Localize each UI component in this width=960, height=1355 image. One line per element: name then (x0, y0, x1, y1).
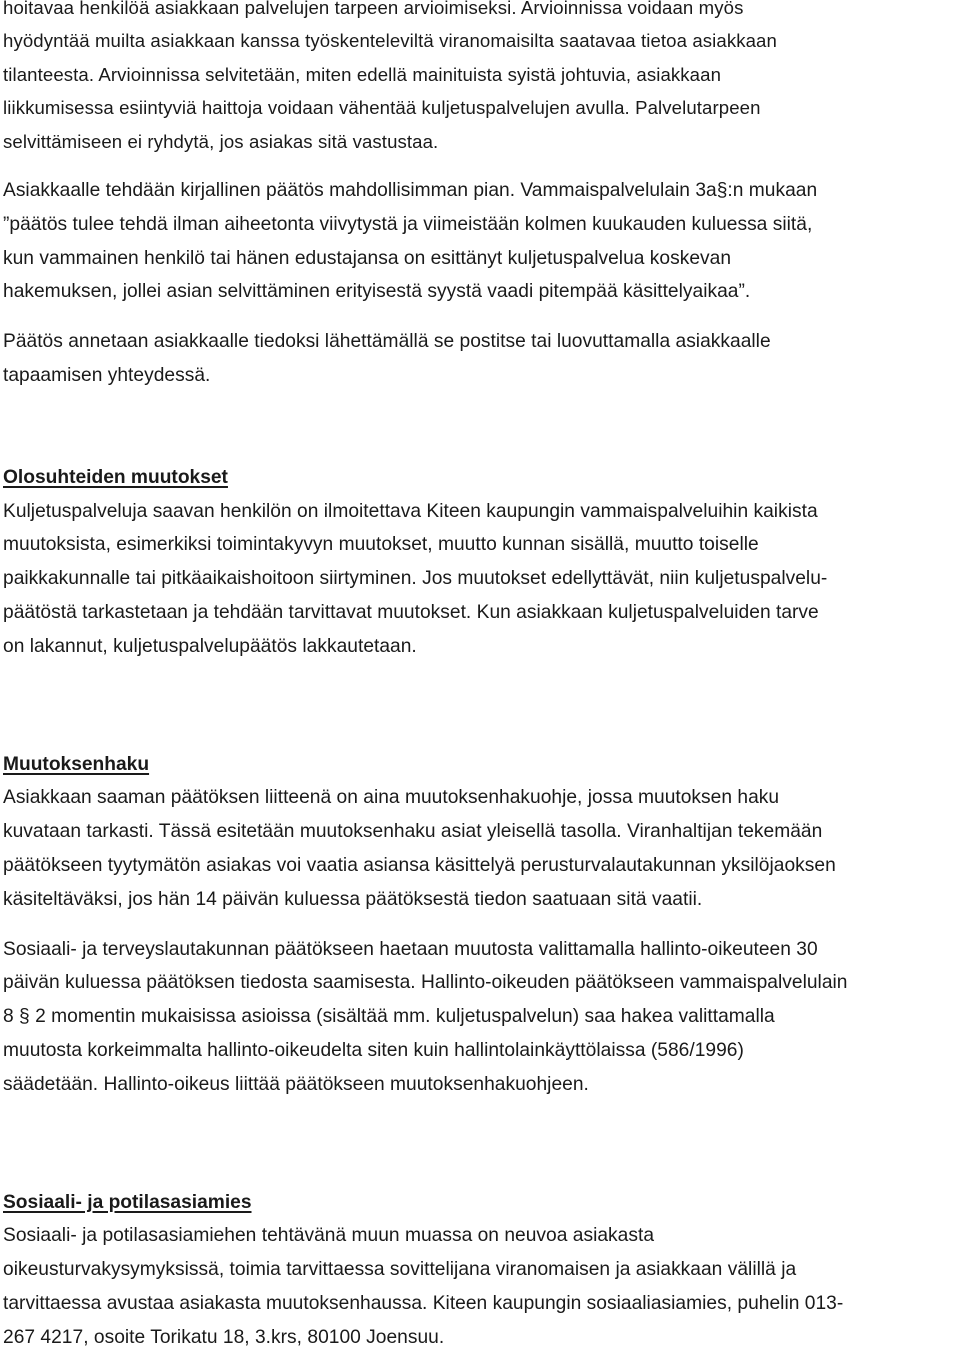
text-line: säädetään. Hallinto-oikeus liittää päätökseen muutoksenhakuohjeen. (3, 1073, 589, 1095)
text-line: Kuljetuspalveluja saavan henkilön on ilmoitettava Kiteen kaupungin vammaispalveluihin kaikista (3, 500, 818, 522)
text-line: liikkumisessa esiintyviä haittoja voidaan vähentää kuljetuspalvelujen avulla. Palvelutarpeen (3, 97, 761, 119)
appeal-paragraph-court (3, 933, 955, 1102)
text-line: päätökseen tyytymätön asiakas voi vaatia asiansa käsittelyä perusturvalautakunnan yksilöjaoksen (3, 854, 836, 876)
text-line: käsiteltäväksi, jos hän 14 päivän kuluessa päätöksestä tiedon saatuaan sitä vaatii. (3, 888, 703, 910)
text-line: kuvataan tarkasti. Tässä esitetään muutoksenhaku asiat yleisellä tasolla. Viranhaltijan tekemään (3, 821, 823, 843)
text-line: Asiakkaalle tehdään kirjallinen päätös mahdollisimman pian. Vammaispalvelulain 3a§:n mukaan (3, 180, 818, 202)
text-line: muutoksista, esimerkiksi toimintakyvyn muutokset, muutto kunnan sisällä, muutto toiselle (3, 534, 759, 556)
text-line: Sosiaali- ja terveyslautakunnan päätökseen haetaan muutosta valittamalla hallinto-oikeuteen 30 (3, 938, 818, 960)
intro-paragraph-notification (3, 325, 955, 393)
section-gap (3, 393, 955, 461)
section-gap (3, 664, 955, 748)
changes-paragraph (3, 495, 955, 664)
text-line: päätöstä tarkastetaan ja tehdään tarvittavat muutokset. Kun asiakkaan kuljetuspalveluiden tarve (3, 602, 819, 623)
text-line: kun vammainen henkilö tai hänen edustajansa on esittänyt kuljetuspalvelua koskevan (3, 247, 732, 269)
intro-paragraph-decision (3, 174, 955, 309)
section-heading-changes: Olosuhteiden muutokset (3, 466, 228, 488)
section-heading-appeal: Muutoksenhaku (3, 753, 150, 775)
paragraph-gap (3, 158, 955, 174)
paragraph-gap (3, 917, 955, 933)
text-line: selvittämiseen ei ryhdytä, jos asiakas sitä vastustaa. (3, 130, 439, 152)
text-line: paikkakunnalle tai pitkäaikaishoitoon siirtyminen. Jos muutokset edellyttävät, niin kuljetuspalvelu- (3, 568, 828, 590)
text-line: päivän kuluessa päätöksen tiedosta saamisesta. Hallinto-oikeuden päätökseen vammaispalvelulain (3, 972, 848, 994)
text-line: Päätös annetaan asiakkaalle tiedoksi lähettämällä se postitse tai luovuttamalla asiakkaalle (3, 331, 771, 353)
text-line: on lakannut, kuljetuspalvelupäätös lakkautetaan. (3, 635, 417, 657)
text-line: tilanteesta. Arvioinnissa selvitetään, miten edellä mainituista syistä johtuvia, asiakkaan (3, 63, 722, 85)
document-page (3, 0, 955, 1355)
intro-paragraph-assessment (3, 0, 955, 158)
text-line: hakemuksen, jollei asian selvittäminen erityisestä syystä vaadi pitempää käsittelyaikaa”. (3, 281, 751, 303)
text-line: tapaamisen yhteydessä. (3, 365, 211, 387)
section-gap (3, 1102, 955, 1186)
ombudsman-paragraph (3, 1219, 955, 1354)
text-line: Sosiaali- ja potilasasiamiehen tehtävänä muun muassa on neuvoa asiakasta (3, 1225, 655, 1247)
text-line: muutosta korkeimmalta hallinto-oikeudelta siten kuin hallintolainkäyttölaissa (586/1996) (3, 1039, 744, 1061)
text-line: Asiakkaan saaman päätöksen liitteenä on aina muutoksenhakuohje, jossa muutoksen haku (3, 787, 780, 809)
section-heading-ombudsman: Sosiaali- ja potilasasiamies (3, 1191, 252, 1213)
text-line: 8 § 2 momentin mukaisissa asioissa (sisältää mm. kuljetuspalvelun) saa hakea valittamalla (3, 1006, 775, 1028)
text-line: 267 4217, osoite Torikatu 18, 3.krs, 80100 Joensuu. (3, 1326, 445, 1348)
text-line: hyödyntää muilta asiakkaan kanssa työskenteleviltä viranomaisilta saatavaa tietoa asiakkaan (3, 30, 777, 52)
text-line: hoitavaa henkilöä asiakkaan palvelujen tarpeen arvioimiseksi. Arvioinnissa voidaan myös (3, 0, 744, 18)
appeal-paragraph-instructions (3, 781, 955, 916)
text-line: ”päätös tulee tehdä ilman aiheetonta viivytystä ja viimeistään kolmen kuukauden kuluessa siitä, (3, 213, 813, 235)
text-line: tarvittaessa avustaa asiakasta muutoksenhaussa. Kiteen kaupungin sosiaaliasiamies, puhelin 013- (3, 1292, 844, 1314)
paragraph-gap (3, 309, 955, 325)
text-line: oikeusturvakysymyksissä, toimia tarvittaessa sovittelijana viranomaisen ja asiakkaan välillä ja (3, 1259, 797, 1281)
